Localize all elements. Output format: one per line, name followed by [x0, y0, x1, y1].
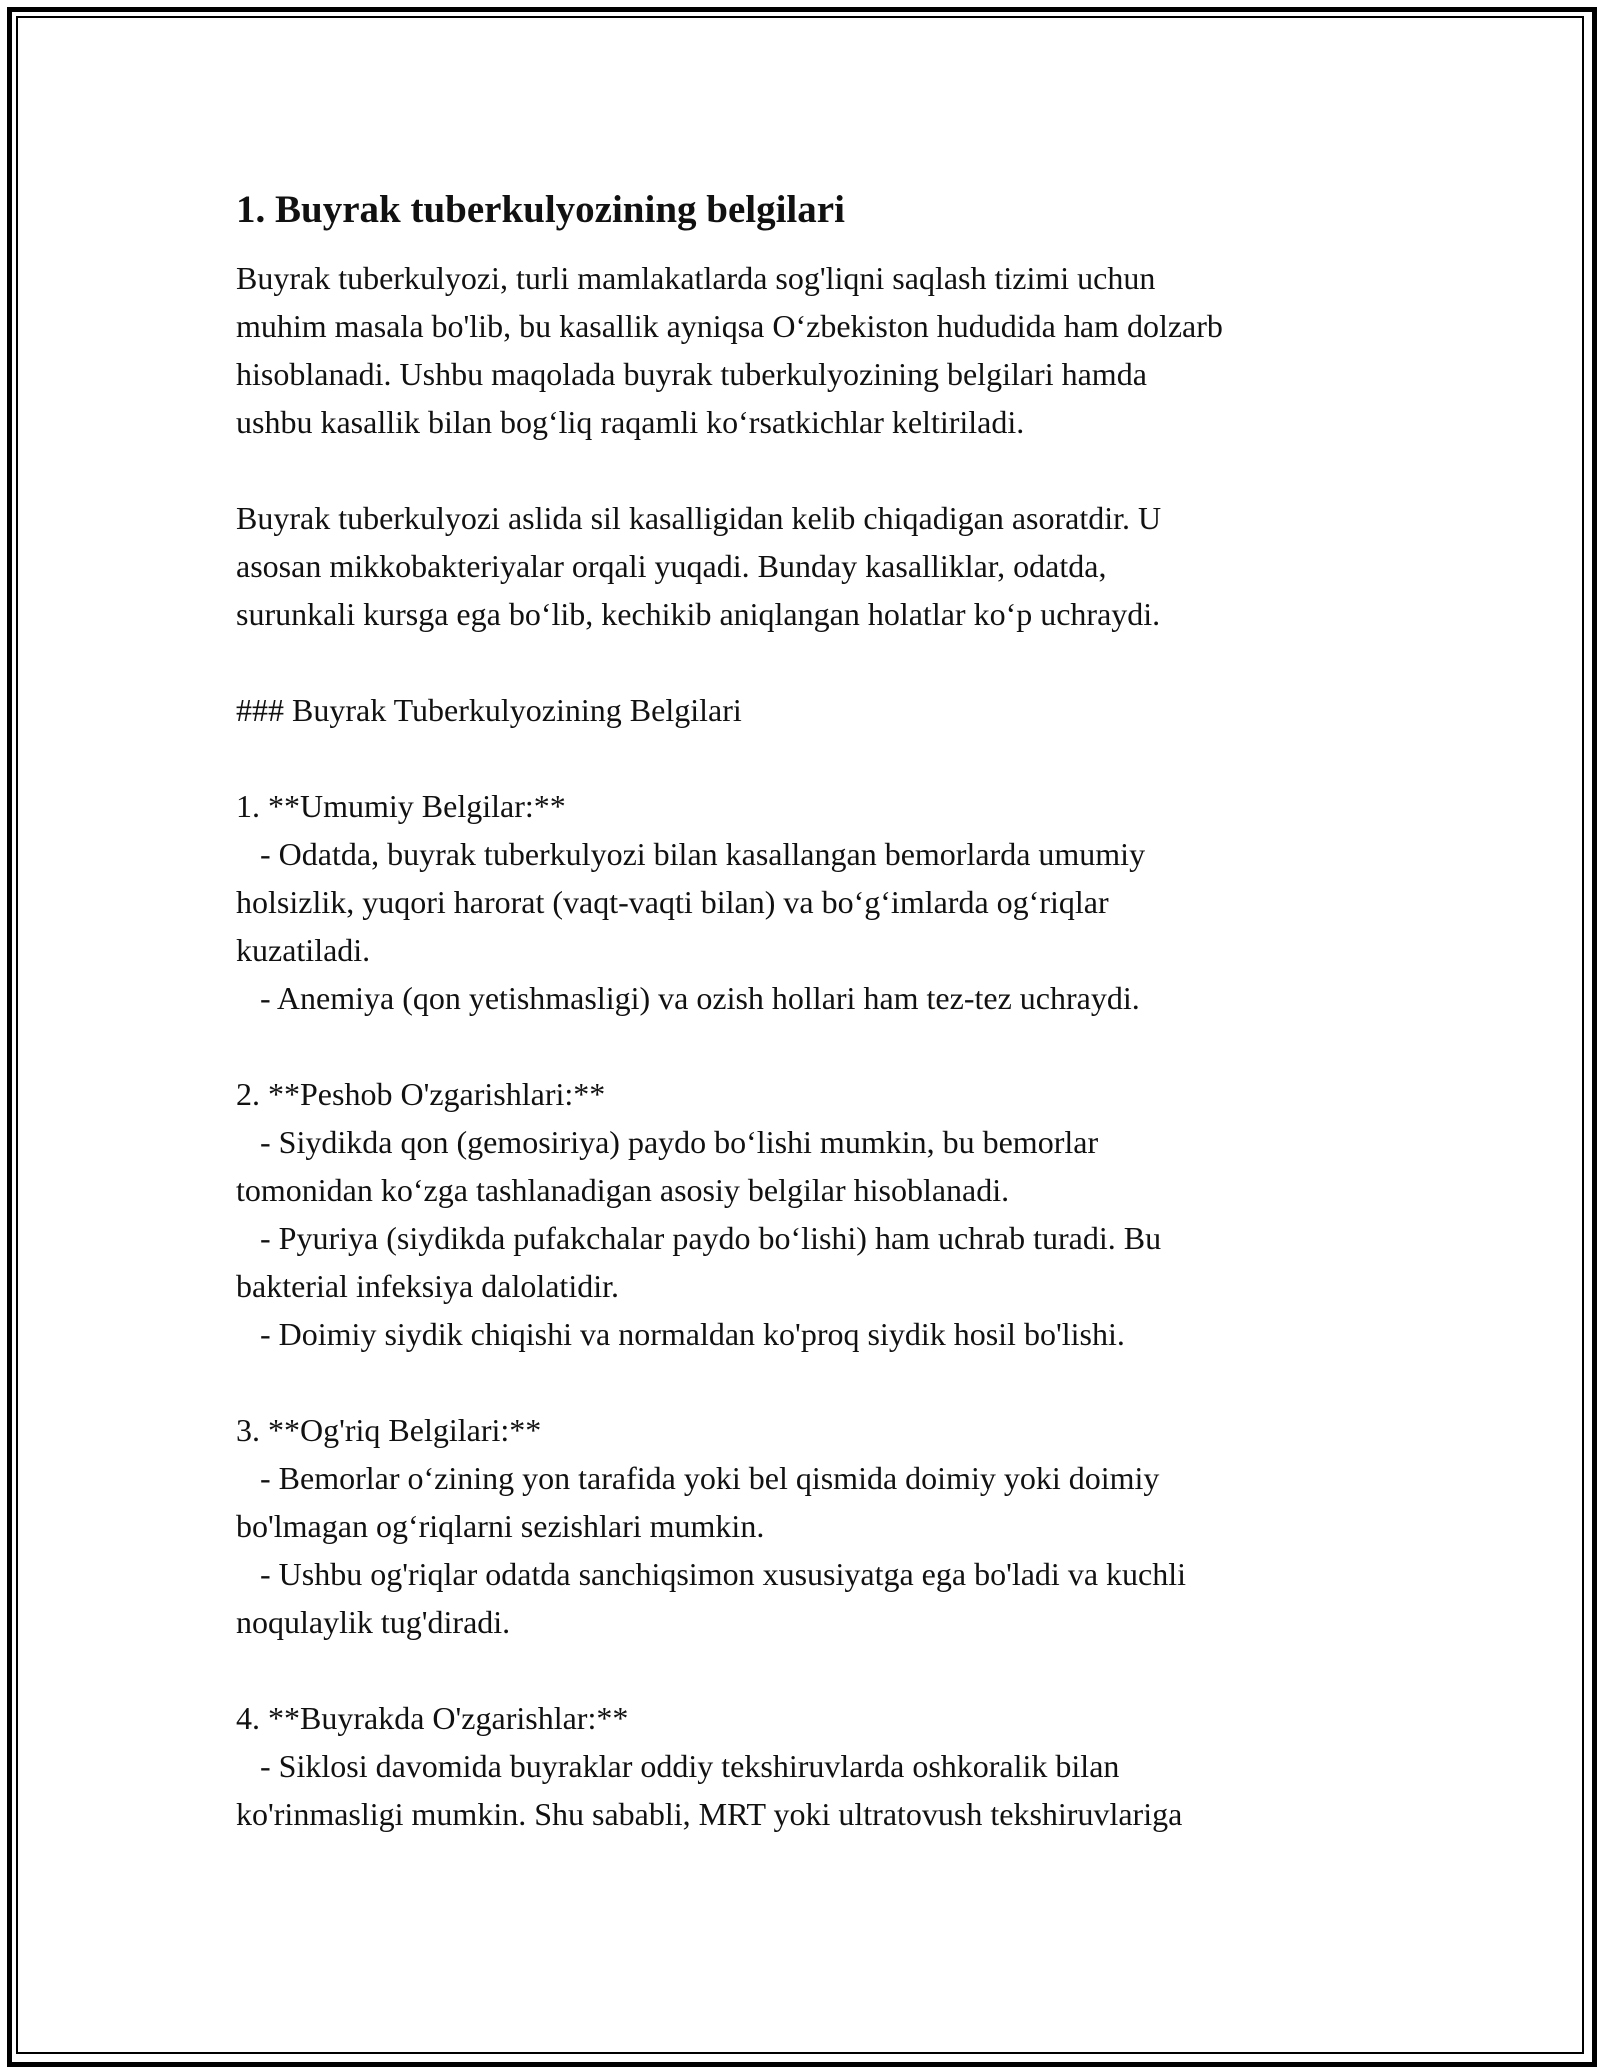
- document-text: [236, 254, 1386, 1838]
- text-line: - Bemorlar o‘zining yon tarafida yoki bel qismida doimiy yoki doimiy: [236, 1460, 1160, 1496]
- blank-line: [236, 734, 1386, 782]
- text-line: bakterial infeksiya dalolatidir.: [236, 1268, 619, 1304]
- text-line: 4. **Buyrakda O'zgarishlar:**: [236, 1700, 629, 1736]
- text-line: 1. **Umumiy Belgilar:**: [236, 788, 566, 824]
- blank-line: [236, 446, 1386, 494]
- text-line: - Odatda, buyrak tuberkulyozi bilan kasallangan bemorlarda umumiy: [236, 836, 1146, 872]
- blank-line: [236, 1646, 1386, 1694]
- blank-line: [236, 1022, 1386, 1070]
- text-line: holsizlik, yuqori harorat (vaqt-vaqti bilan) va bo‘g‘imlarda og‘riqlar: [236, 884, 1109, 920]
- text-line: muhim masala bo'lib, bu kasallik ayniqsa O‘zbekiston hududida ham dolzarb: [236, 308, 1223, 344]
- text-line: hisoblanadi. Ushbu maqolada buyrak tuberkulyozining belgilari hamda: [236, 356, 1147, 392]
- document-body: [236, 186, 1386, 1838]
- text-line: - Siydikda qon (gemosiriya) paydo bo‘lishi mumkin, bu bemorlar: [236, 1124, 1099, 1160]
- blank-line: [236, 1358, 1386, 1406]
- text-line: - Pyuriya (siydikda pufakchalar paydo bo‘lishi) ham uchrab turadi. Bu: [236, 1220, 1162, 1256]
- text-line: ko'rinmasligi mumkin. Shu sababli, MRT yoki ultratovush tekshiruvlariga: [236, 1796, 1183, 1832]
- text-line: Buyrak tuberkulyozi, turli mamlakatlarda sog'liqni saqlash tizimi uchun: [236, 260, 1156, 296]
- text-line: - Ushbu og'riqlar odatda sanchiqsimon xususiyatga ega bo'ladi va kuchli: [236, 1556, 1186, 1592]
- text-line: 2. **Peshob O'zgarishlari:**: [236, 1076, 606, 1112]
- text-line: tomonidan ko‘zga tashlanadigan asosiy belgilar hisoblanadi.: [236, 1172, 1010, 1208]
- text-line: ### Buyrak Tuberkulyozining Belgilari: [236, 692, 742, 728]
- document-title: 1. Buyrak tuberkulyozining belgilari: [236, 188, 845, 231]
- text-line: kuzatiladi.: [236, 932, 371, 968]
- text-line: surunkali kursga ega bo‘lib, kechikib aniqlangan holatlar ko‘p uchraydi.: [236, 596, 1161, 632]
- text-line: - Doimiy siydik chiqishi va normaldan ko'proq siydik hosil bo'lishi.: [236, 1316, 1125, 1352]
- text-line: noqulaylik tug'diradi.: [236, 1604, 511, 1640]
- text-line: asosan mikkobakteriyalar orqali yuqadi. Bunday kasalliklar, odatda,: [236, 548, 1107, 584]
- text-line: - Siklosi davomida buyraklar oddiy tekshiruvlarda oshkoralik bilan: [236, 1748, 1120, 1784]
- text-line: bo'lmagan og‘riqlarni sezishlari mumkin.: [236, 1508, 765, 1544]
- text-line: 3. **Og'riq Belgilari:**: [236, 1412, 542, 1448]
- blank-line: [236, 638, 1386, 686]
- text-line: Buyrak tuberkulyozi aslida sil kasalligidan kelib chiqadigan asoratdir. U: [236, 500, 1162, 536]
- text-line: - Anemiya (qon yetishmasligi) va ozish hollari ham tez-tez uchraydi.: [236, 980, 1140, 1016]
- text-line: ushbu kasallik bilan bog‘liq raqamli ko‘rsatkichlar keltiriladi.: [236, 404, 1025, 440]
